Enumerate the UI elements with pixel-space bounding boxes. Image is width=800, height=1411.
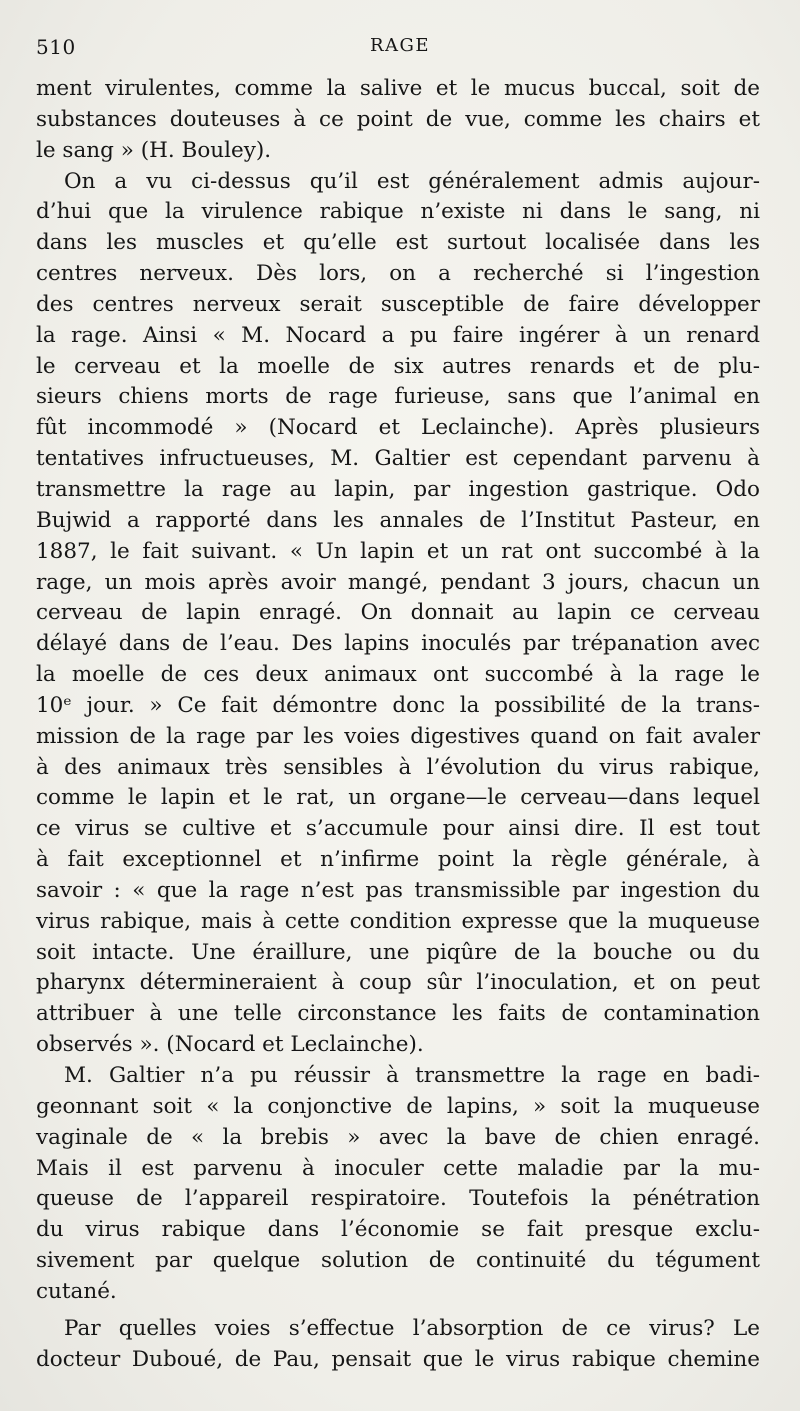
- text-line: attribuer à une telle circonstance les faits de contamination: [36, 1001, 760, 1027]
- text-line: à des animaux très sensibles à l’évolution du virus rabique,: [36, 754, 760, 780]
- text-line: délayé dans de l’eau. Des lapins inoculés par trépanation avec: [36, 631, 760, 657]
- text-line: ce virus se cultive et s’accumule pour ainsi dire. Il est tout: [36, 816, 760, 842]
- text-line: mission de la rage par les voies digestives quand on fait avaler: [36, 723, 760, 749]
- text-line: Par quelles voies s’effectue l’absorption de ce virus? Le: [64, 1315, 760, 1341]
- running-head: RAGE: [369, 35, 431, 56]
- text-line: des centres nerveux serait susceptible de faire développer: [36, 291, 760, 317]
- text-line: rage, un mois après avoir mangé, pendant 3 jours, chacun un: [36, 569, 760, 595]
- text-line: le cerveau et la moelle de six autres renards et de plu-: [36, 353, 760, 379]
- text-line: soit intacte. Une éraillure, une piqûre de la bouche ou du: [36, 939, 760, 965]
- text-line: 10ᵉ jour. » Ce fait démontre donc la possibilité de la trans-: [36, 692, 760, 718]
- text-line: On a vu ci-dessus qu’il est généralement admis aujour-: [64, 168, 760, 194]
- text-line: substances douteuses à ce point de vue, comme les chairs et: [36, 106, 760, 132]
- text-line: tentatives infructueuses, M. Galtier est cependant parvenu à: [36, 446, 760, 472]
- text-line: savoir : « que la rage n’est pas transmissible par ingestion du: [36, 877, 760, 903]
- text-line: sieurs chiens morts de rage furieuse, sans que l’animal en: [36, 384, 760, 410]
- text-line: vaginale de « la brebis » avec la bave de chien enragé.: [36, 1124, 760, 1150]
- text-line: M. Galtier n’a pu réussir à transmettre la rage en badi-: [64, 1063, 760, 1088]
- text-line: d’hui que la virulence rabique n’existe ni dans le sang, ni: [36, 199, 760, 225]
- text-line: du virus rabique dans l’économie se fait presque exclu-: [36, 1217, 760, 1243]
- text-line: Mais il est parvenu à inoculer cette maladie par la mu-: [36, 1155, 760, 1181]
- text-line: la moelle de ces deux animaux ont succombé à la rage le: [36, 662, 760, 688]
- page-header: [36, 35, 764, 61]
- text-line: pharynx détermineraient à coup sûr l’inoculation, et on peut: [36, 970, 760, 996]
- text-line: transmettre la rage au lapin, par ingestion gastrique. Odo: [36, 476, 760, 502]
- page-number: 510: [36, 35, 76, 59]
- text-line: le sang » (H. Bouley).: [36, 137, 272, 163]
- text-line: fût incommodé » (Nocard et Leclainche). Après plusieurs: [36, 415, 760, 441]
- text-line: sivement par quelque solution de continuité du tégument: [36, 1248, 760, 1274]
- text-line: queuse de l’appareil respiratoire. Toutefois la pénétration: [36, 1186, 760, 1212]
- body-text: [36, 74, 760, 1375]
- text-line: observés ». (Nocard et Leclainche).: [36, 1032, 424, 1058]
- text-line: ment virulentes, comme la salive et le mucus buccal, soit de: [36, 76, 760, 101]
- text-line: centres nerveux. Dès lors, on a recherché si l’ingestion: [36, 261, 760, 287]
- text-line: cerveau de lapin enragé. On donnait au lapin ce cerveau: [36, 600, 760, 626]
- text-line: docteur Duboué, de Pau, pensait que le virus rabique chemine: [36, 1346, 760, 1372]
- text-line: dans les muscles et qu’elle est surtout localisée dans les: [36, 230, 760, 256]
- text-line: Bujwid a rapporté dans les annales de l’Institut Pasteur, en: [36, 507, 760, 533]
- text-line: la rage. Ainsi « M. Nocard a pu faire ingérer à un renard: [36, 322, 760, 348]
- text-line: à fait exceptionnel et n’infirme point la règle générale, à: [36, 847, 760, 873]
- text-line: virus rabique, mais à cette condition expresse que la muqueuse: [36, 908, 760, 934]
- text-line: cutané.: [36, 1278, 117, 1304]
- text-line: geonnant soit « la conjonctive de lapins, » soit la muqueuse: [36, 1093, 760, 1119]
- text-line: 1887, le fait suivant. « Un lapin et un rat ont succombé à la: [36, 538, 760, 564]
- text-line: comme le lapin et le rat, un organe—le cerveau—dans lequel: [36, 785, 760, 811]
